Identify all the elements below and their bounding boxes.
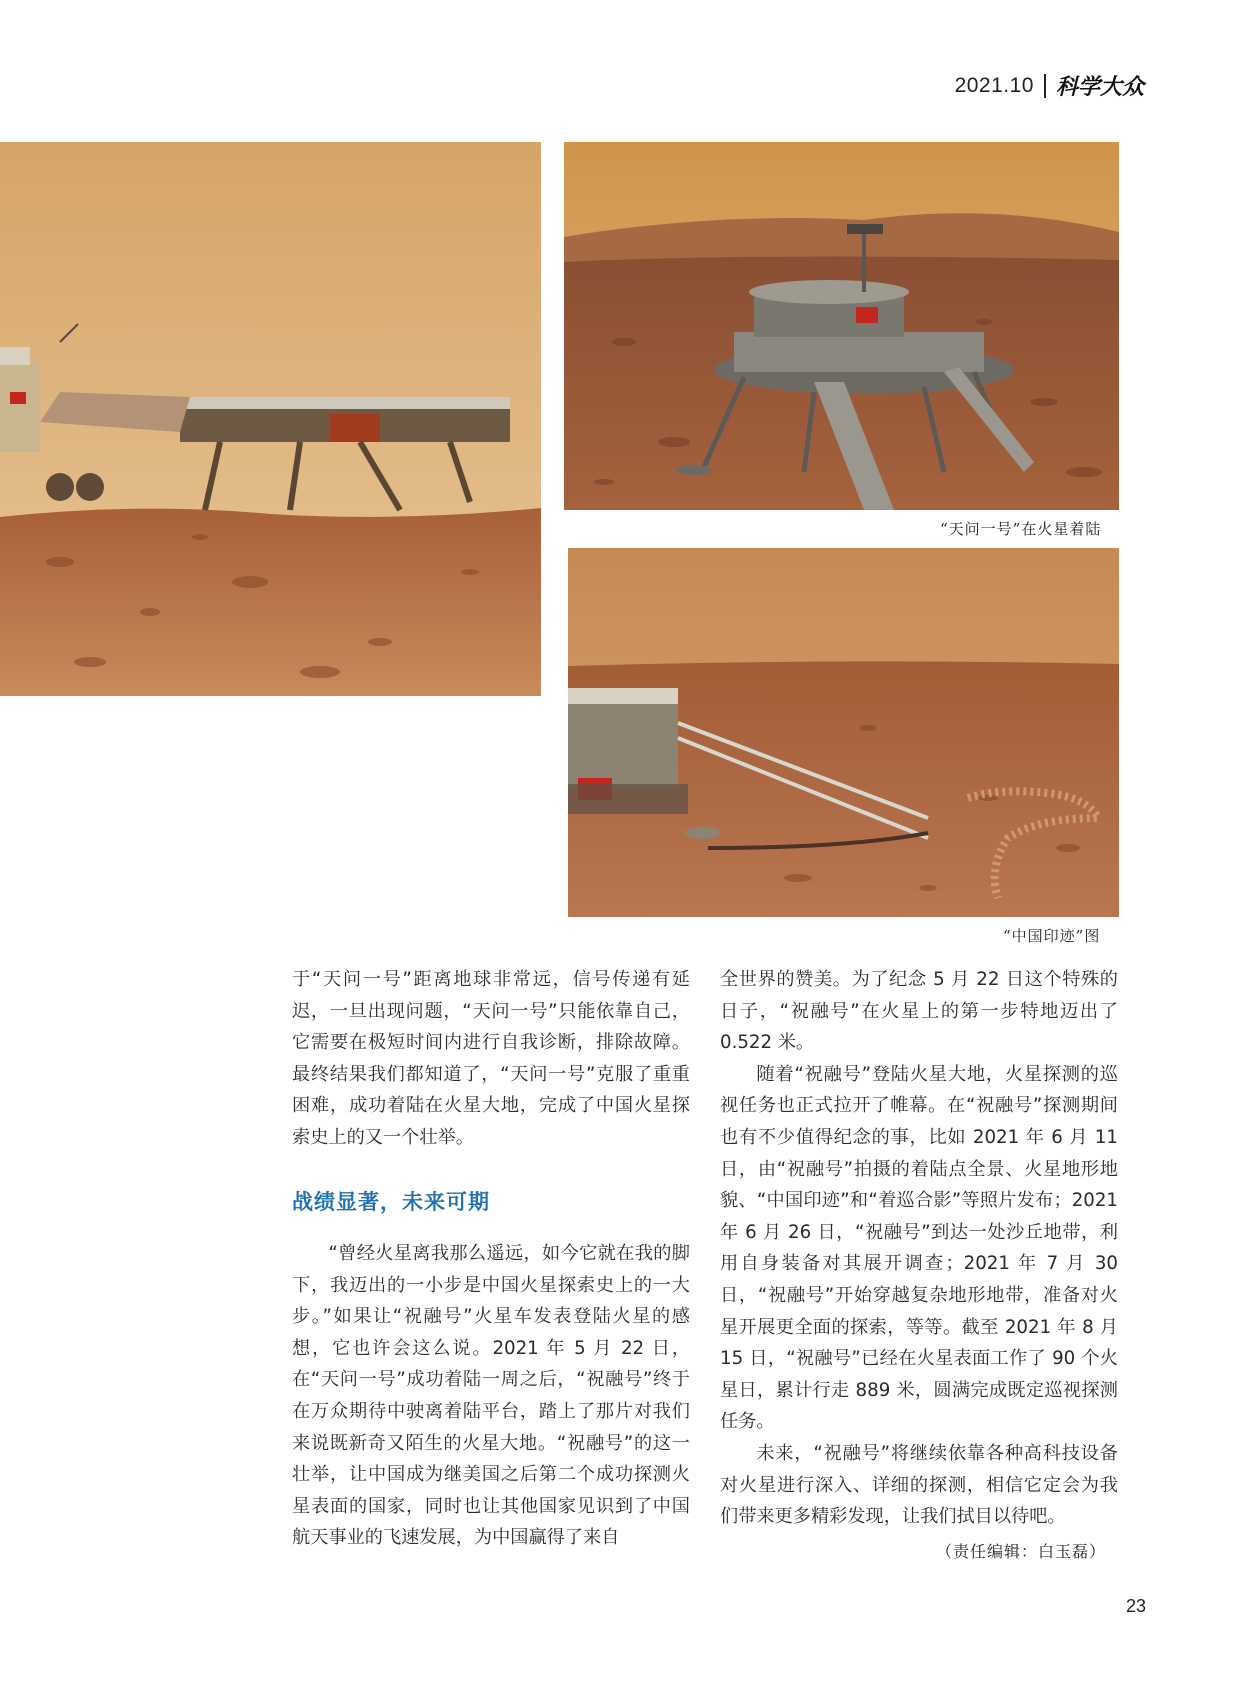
editor-credit: （责任编辑：白玉磊） [936,1542,1107,1561]
right-paragraph-1: 全世界的赞美。为了纪念 5 月 22 日这个特殊的日子，“祝融号”在火星上的第一步特地迈出了 0.522 米。 [720,969,1118,1054]
photo-tianwen-landing [564,142,1119,510]
photo-caption-landing: “天问一号”在火星着陆 [940,520,1102,538]
issue-date: 2021.10 [954,73,1034,97]
section-heading: 战绩显著，未来可期 [292,1190,490,1214]
left-paragraph-2: “曾经火星离我那么遥远，如今它就在我的脚下，我迈出的一小步是中国火星探索史上的一大步。”如果让“祝融号”火星车发表登陆火星的感想，它也许会这么说。2021 年 5 月 22 日，在“天问一号”成功着陆一周之后，“祝融号”终于在万众期待中驶离着陆平台，踏上了那片对我们来说既新奇又陌生的火星大地。“祝融号”的这一壮举，让中国成为继美国之后第二个成功探测火星表面的国家，同时也让其他国家见识到了中国航天事业的飞速发展，为中国赢得了来自 [292,1243,690,1549]
page-number: 23 [1126,1596,1147,1616]
photo-china-imprint [568,548,1119,917]
photo-caption-imprint: “中国印迹”图 [1003,927,1101,945]
header-divider [1044,74,1046,98]
left-paragraph-1: 于“天问一号”距离地球非常远，信号传递有延迟，一旦出现问题，“天问一号”只能依靠自己，它需要在极短时间内进行自我诊断，排除故障。最终结果我们都知道了，“天问一号”克服了重重困难，成功着陆在火星大地，完成了中国火星探索史上的又一个壮举。 [292,969,690,1148]
right-paragraph-2: 随着“祝融号”登陆火星大地，火星探测的巡视任务也正式拉开了帷幕。在“祝融号”探测期间也有不少值得纪念的事，比如 2021 年 6 月 11 日，由“祝融号”拍摄的着陆点全景、火星地形地貌、“中国印迹”和“着巡合影”等照片发布；2021 年 6 月 26 日，“祝融号”到达一处沙丘地带，利用自身装备对其展开调查；2021 年 7 月 30 日，“祝融号”开始穿越复杂地形地带，准备对火星开展更全面的探索，等等。截至 2021 年 8 月 15 日，“祝融号”已经在火星表面工作了 90 个火星日，累计行走 889 米，圆满完成既定巡视探测任务。 [720,1063,1118,1433]
left-column [292,964,690,1154]
right-column [720,964,1118,1533]
running-header [955,70,1144,101]
photo-rover-panorama [0,142,541,696]
magazine-logo: 科学大众 [1055,74,1144,100]
right-paragraph-3: 未来，“祝融号”将继续依靠各种高科技设备对火星进行深入、详细的探测，相信它定会为我们带来更多精彩发现，让我们拭目以待吧。 [720,1442,1118,1528]
left-column-lower [292,1238,690,1554]
